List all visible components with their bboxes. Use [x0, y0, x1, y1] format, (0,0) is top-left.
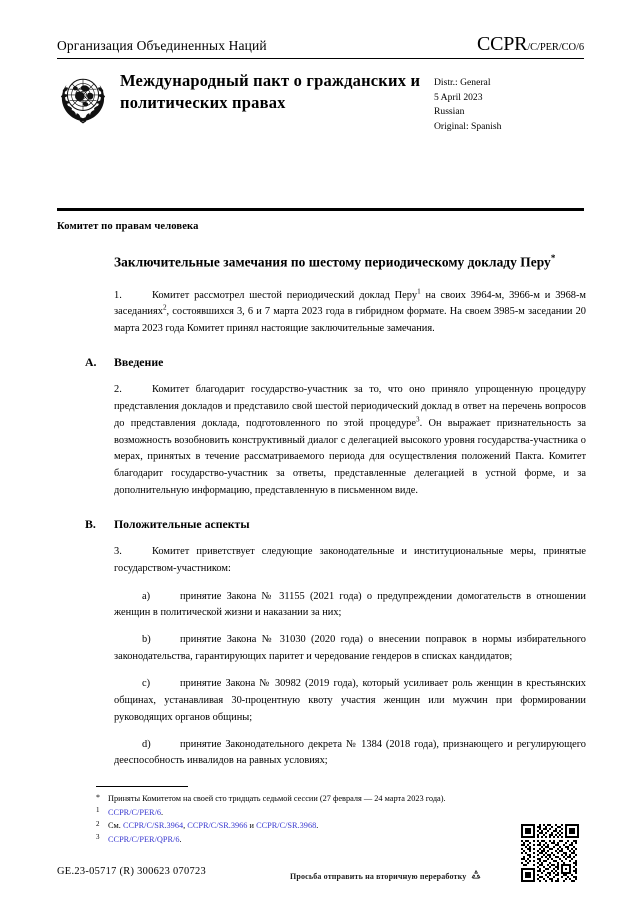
section-heading-a — [85, 355, 586, 370]
paragraph-2-number: 2. — [114, 384, 122, 396]
paragraph-1-text-b: на своих 3964-м, 3966-м и 3968-м заседаниях — [114, 289, 587, 318]
list-item-label: c) — [142, 678, 151, 689]
footnote-separator-text: и — [247, 821, 257, 831]
recycle-note — [290, 869, 482, 883]
section-a-letter: A. — [85, 355, 97, 370]
footnote-link[interactable]: CCPR/C/SR.3966 — [187, 821, 248, 831]
masthead-top-row — [57, 33, 584, 58]
paragraph-1-text-a: Комитет рассмотрел шестой периодический доклад Перу — [152, 289, 418, 301]
recycle-note-text: Просьба отправить на вторичную переработку — [290, 871, 467, 881]
footnote-2 — [96, 819, 516, 833]
list-item-label: b) — [142, 634, 151, 646]
distribution-language: Russian — [434, 106, 465, 118]
paragraph-1-number: 1. — [114, 289, 122, 301]
section-a-heading: Введение — [114, 355, 164, 370]
list-item — [114, 632, 586, 666]
footnote-marker: 2 — [96, 819, 100, 828]
distribution-block — [434, 70, 584, 134]
footnote-star — [96, 792, 516, 806]
document-symbol — [477, 33, 584, 56]
paragraph-2-text-b: . Он выражает признательность за возможность возобновить конструктивный диалог с делегацией высокого уровня государства-участника о мерах, принятых в течение рассматриваемого периода для осуществления положений Пакта. Комитет благодарит государство-участник за ответы, представленные делегацией в устной форме, и за дополнительную информацию, представленную в письменном виде. — [114, 417, 587, 497]
footnote-marker: * — [96, 793, 100, 802]
footnotes — [96, 792, 516, 846]
list-item-text: принятие Законодательного декрета № 1384 (2018 года), признающего и регулирующего дееспособность инвалидов на равных условиях; — [114, 738, 586, 767]
masthead — [57, 33, 584, 134]
distribution-date: 5 April 2023 — [434, 91, 483, 103]
list-item — [114, 589, 586, 623]
instrument-title: Международный пакт о гражданских и политических правах — [120, 71, 421, 112]
footnote-separator — [96, 786, 188, 787]
committee-name: Комитет по правам человека — [57, 221, 199, 232]
footnote-1 — [96, 806, 516, 820]
masthead-body-row — [57, 59, 584, 134]
footnote-text — [108, 833, 516, 847]
footnote-marker: 1 — [96, 806, 100, 815]
footnote-text — [108, 819, 516, 833]
paragraph-1 — [114, 288, 586, 339]
paragraph-3 — [114, 544, 586, 578]
footnote-link[interactable]: CCPR/C/SR.3964 — [122, 821, 184, 831]
recycle-icon — [470, 869, 482, 883]
list-item-text: принятие Закона № 31030 (2020 года) о внесении поправок в нормы избирательного законодательства, гарантирующих паритет и чередование гендеров в списках кандидатов; — [114, 634, 586, 663]
section-b-heading: Положительные аспекты — [114, 516, 250, 531]
paragraph-3-number: 3. — [114, 545, 122, 557]
qr-code[interactable] — [521, 824, 579, 882]
list-item-text: принятие Закона № 30982 (2019 года), который усиливает роль женщин в крестьянских общинах, устанавливая 30-процентную квоту участия женщин или мужчин при формировании руководящих органов общины; — [114, 678, 586, 723]
masthead-bottom-rule — [57, 208, 584, 211]
footnote-link[interactable]: CCPR/C/PER/6 — [108, 807, 162, 817]
footnote-text: Приняты Комитетом на своей сто тридцать седьмой сессии (27 февраля — 24 марта 2023 года). — [108, 794, 446, 803]
instrument-title-cell — [119, 70, 434, 114]
footnote-prefix: См. — [108, 821, 123, 831]
footnote-marker: 3 — [96, 833, 100, 842]
footnote-ref-3[interactable]: 3 — [415, 415, 420, 424]
footnote-ref-1[interactable]: 1 — [417, 287, 421, 296]
list-item-text: принятие Закона № 31155 (2021 года) о предупреждении домогательств в отношении женщин в политической жизни и наказании за них; — [114, 590, 586, 619]
footnote-separator-text: , — [183, 821, 188, 831]
distribution-type: Distr.: General — [434, 77, 491, 88]
un-emblem-icon — [57, 72, 119, 124]
document-symbol-suffix: /C/PER/CO/6 — [527, 42, 584, 53]
document-symbol-main: CCPR — [476, 33, 528, 55]
footnote-ref-2[interactable]: 2 — [162, 303, 167, 312]
emblem-cell — [57, 70, 119, 124]
list-item — [114, 676, 586, 727]
list-item — [114, 737, 586, 771]
paragraph-3-text: Комитет приветствует следующие законодательные и институциональные меры, принятые государством-участником: — [114, 545, 586, 574]
section-heading-b — [85, 517, 586, 532]
footnote-link[interactable]: CCPR/C/PER/QPR/6 — [108, 834, 180, 844]
footnote-suffix: . — [161, 807, 164, 817]
footnote-suffix: . — [316, 821, 319, 831]
organization-name: Организация Объединенных Наций — [57, 38, 267, 53]
page-title — [114, 252, 586, 272]
paragraph-2-text-a: Комитет благодарит государство-участник за то, что оно приняло упрощенную процедуру представления докладов и представило свой шестой периодический доклад в ответ на перечень вопросов до представления доклада, подготовленного по этой процедуре — [114, 384, 586, 429]
paragraph-1-text-c: , состоявшихся 3, 6 и 7 марта 2023 года в гибридном формате. На своем 3985-м заседании 20 марта 2023 года Комитет принял настоящие заключительные замечания. — [114, 306, 586, 335]
paragraph-2 — [114, 382, 586, 500]
document-body — [85, 252, 587, 780]
distribution-original: Original: Spanish — [434, 120, 502, 132]
footnote-text — [108, 806, 516, 820]
page-title-text: Заключительные замечания по шестому периодическому докладу Перу — [114, 254, 551, 270]
section-b-letter: B. — [85, 516, 96, 531]
footnote-link[interactable]: CCPR/C/SR.3968 — [256, 821, 317, 831]
title-footnote-marker: * — [550, 253, 556, 263]
job-number: GE.23-05717 (R) 300623 070723 — [57, 866, 206, 877]
footnote-3 — [96, 833, 516, 847]
list-item-label: d) — [142, 738, 151, 750]
list-item-label: a) — [142, 590, 151, 602]
footnote-suffix: . — [179, 834, 182, 844]
